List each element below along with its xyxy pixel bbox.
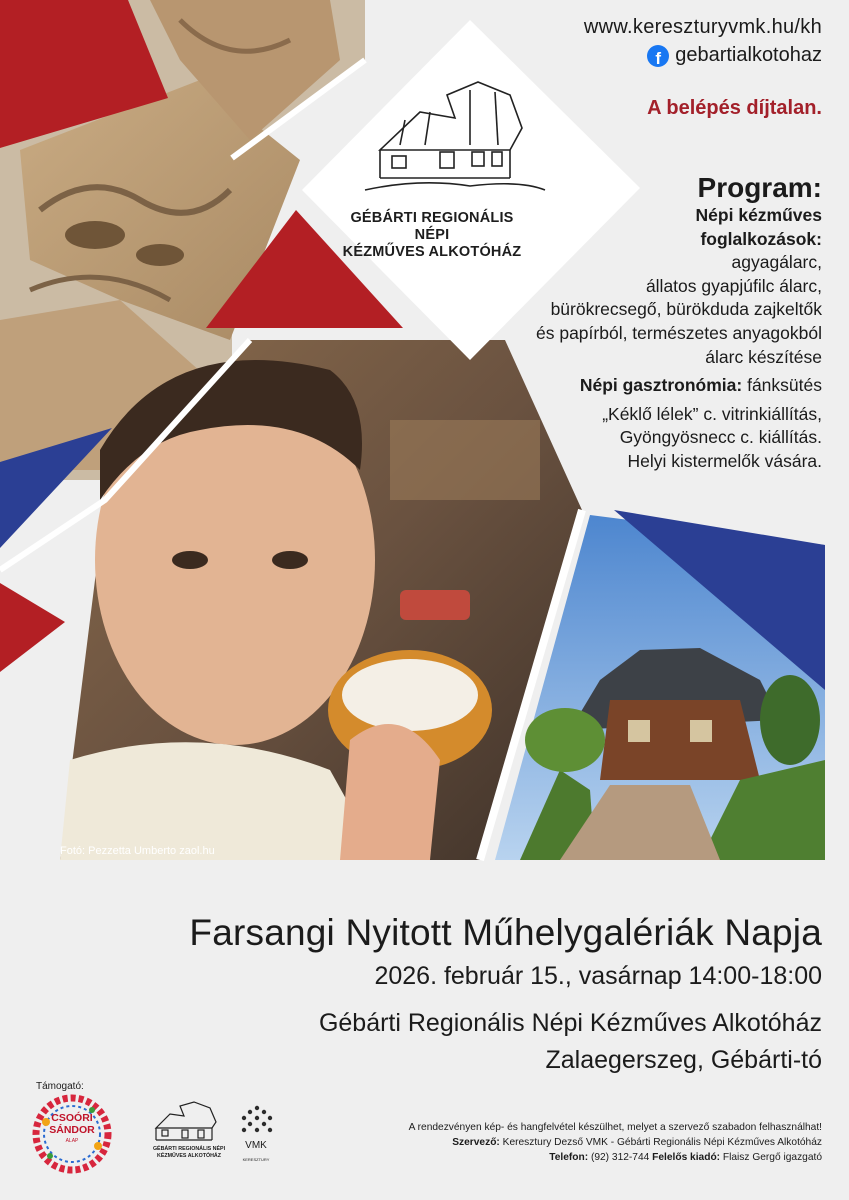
gastronomy-value: fánksütés	[742, 375, 822, 396]
supporter-name-line-1: CSOÓRI	[51, 1112, 93, 1124]
phone-label: Telefon:	[549, 1152, 589, 1163]
supporter-label: Támogató:	[36, 1081, 84, 1092]
event-location	[20, 1005, 822, 1079]
program-title: Program:	[697, 172, 822, 203]
crafts-item: álarc készítése	[705, 346, 822, 367]
red-triangle-left	[0, 583, 65, 672]
supporter-name	[40, 1112, 104, 1136]
free-entry-notice: A belépés díjtalan.	[647, 97, 822, 119]
crafts-item: állatos gyapjúfilc álarc,	[645, 275, 822, 296]
logo-line-2: KÉZMŰVES ALKOTÓHÁZ	[342, 244, 522, 260]
logo-line-1: GÉBÁRTI REGIONÁLIS NÉPI	[350, 210, 514, 243]
crafts-heading: Népi kézműves	[695, 205, 822, 225]
crafts-item: bürökrecsegő, bürökduda zajkeltők	[550, 299, 822, 320]
publisher-label: Felelős kiadó:	[652, 1152, 721, 1163]
website-link[interactable]: www.keresztury​vmk.hu/kh	[583, 16, 822, 38]
market-item: Helyi kistermelők vására.	[627, 450, 822, 471]
facebook-page-name: gebartialkotohaz	[675, 44, 822, 66]
facebook-link[interactable]	[470, 44, 822, 67]
supporter-name-line-2: SÁNDOR	[49, 1124, 95, 1136]
venue-city: Zalaegerszeg, Gébárti-tó	[545, 1046, 822, 1074]
contact-line	[260, 1150, 822, 1165]
phone-value: (92) 312-744	[588, 1152, 653, 1163]
venue-name: Gébárti Regionális Népi Kézműves Alkotóház	[318, 1009, 822, 1037]
event-title: Farsangi Nyitott Műhelygalériák Napja	[189, 912, 822, 953]
event-datetime: 2026. február 15., vasárnap 14:00-18:00	[374, 962, 822, 990]
footer-info	[260, 1120, 822, 1165]
organizer-line	[260, 1135, 822, 1150]
vmk-logo-text: VMK	[245, 1140, 267, 1151]
supporter-sub: ALAP	[65, 1138, 79, 1144]
alkotohaz-mini-logo	[150, 1100, 230, 1146]
organizer-value: Keresztury Dezső VMK - Gébárti Regionális Népi Kézműves Alkotóház	[499, 1137, 822, 1148]
recording-notice: A rendezvényen kép- és hangfelvétel készülhet, melyet a szervező szabadon felhasználhat!	[408, 1122, 822, 1133]
mini-logo-text	[148, 1146, 230, 1159]
facebook-icon: f	[647, 45, 669, 67]
exhibit-item: „Kéklő lélek” c. vitrinkiállítás,	[602, 403, 822, 424]
crafts-item: és papírból, természetes anyagokból	[536, 322, 822, 343]
exhibit-item: Gyöngyösnecc c. kiállítás.	[619, 427, 822, 448]
crafts-item: agyagálarc,	[731, 252, 822, 273]
organizer-label: Szervező:	[452, 1137, 500, 1148]
program-list	[470, 172, 822, 474]
crafts-heading-2: foglalkozások:	[700, 228, 822, 249]
publisher-value: Flaisz Gergő igazgató	[720, 1152, 822, 1163]
mini-logo-line-1: GÉBÁRTI REGIONÁLIS NÉPI	[152, 1146, 226, 1152]
photo-credit: Fotó: Pezzetta Umberto zaol.hu	[60, 845, 215, 857]
mini-logo-line-2: KÉZMŰVES ALKOTÓHÁZ	[157, 1152, 221, 1159]
gastronomy-line	[470, 374, 822, 398]
vmk-logo-sub: KERESZTURY	[242, 1157, 270, 1162]
gastronomy-label: Népi gasztronómia:	[579, 375, 743, 396]
